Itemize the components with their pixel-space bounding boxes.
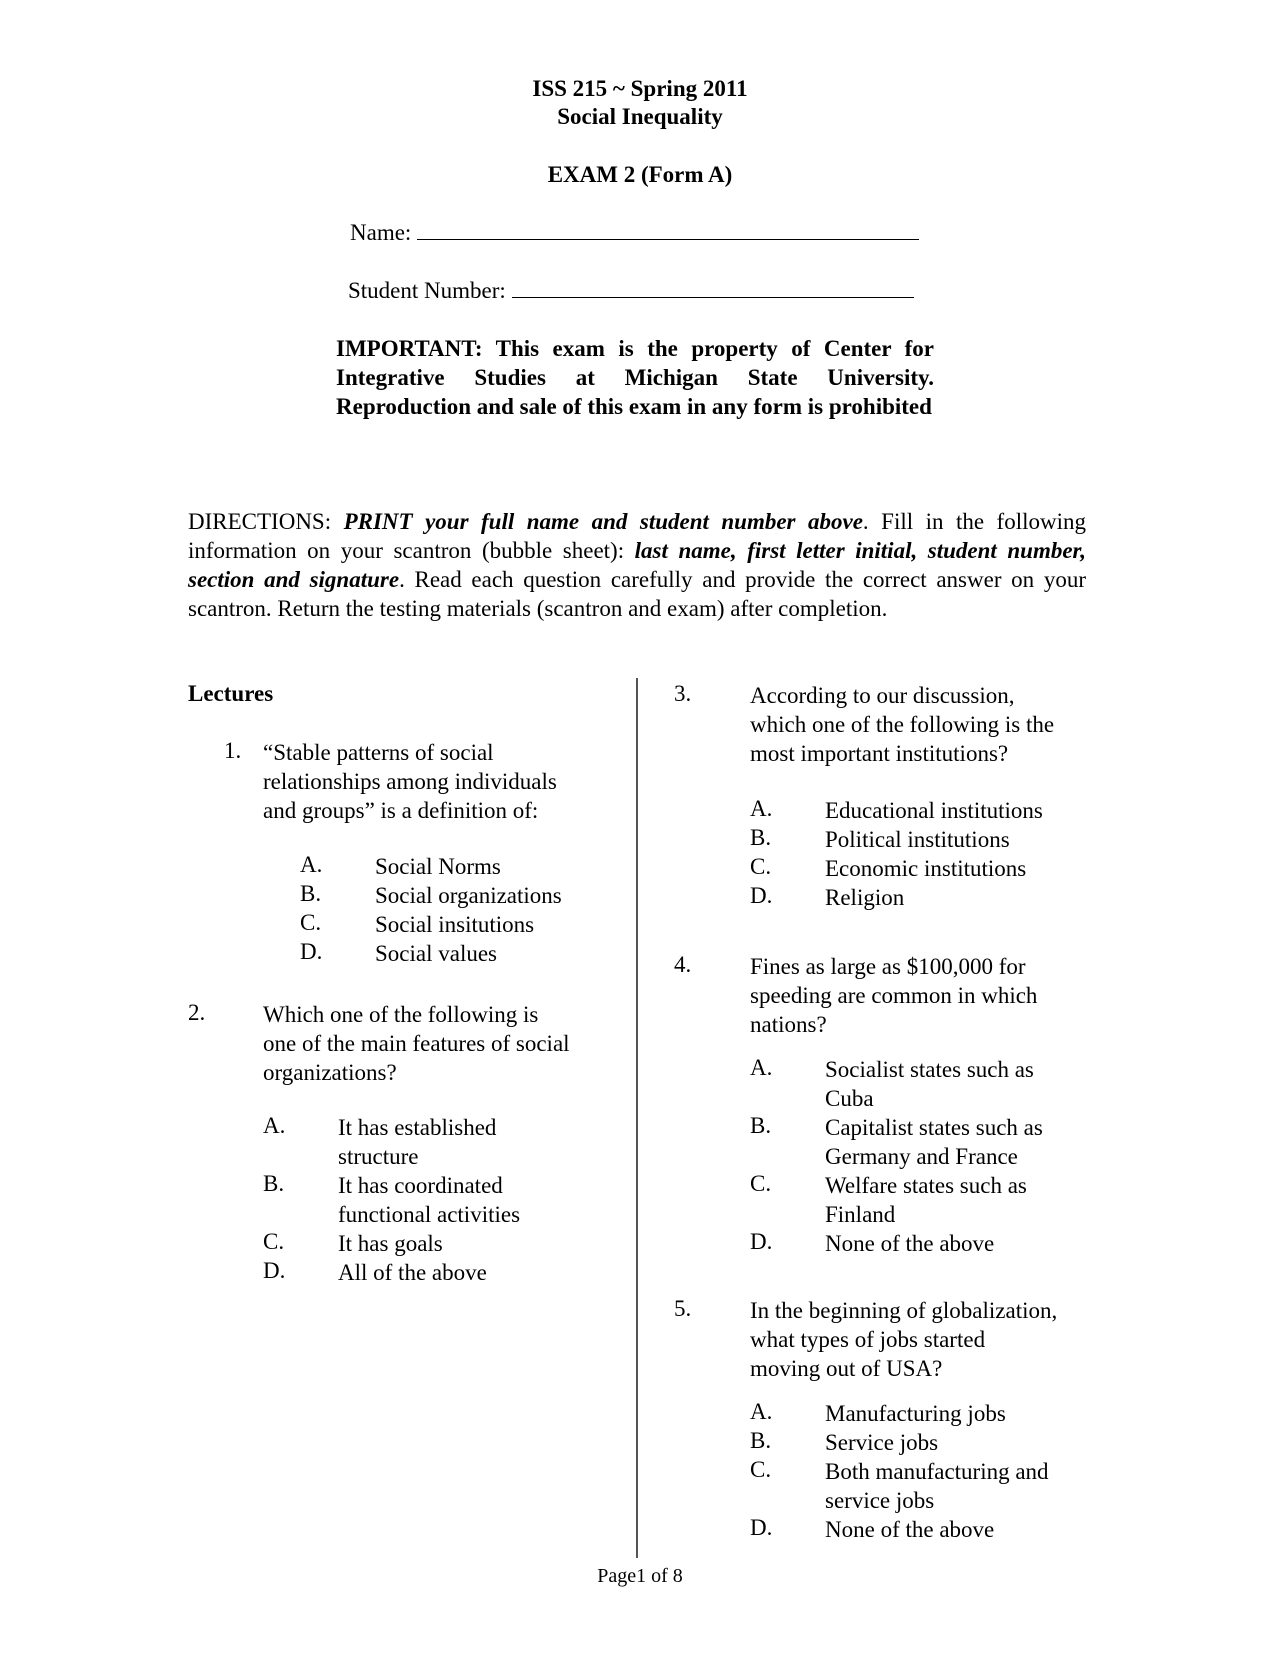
directions-emphasis-fields: last name, first letter initial, student number, section and signature <box>188 538 1086 592</box>
question-5-option-text: service jobs <box>825 1488 935 1513</box>
question-2-option-letter: C. <box>263 1229 285 1254</box>
question-5-option-letter: D. <box>750 1515 773 1540</box>
question-1-option-text: Social organizations <box>375 883 562 908</box>
question-4-text: speeding are common in which <box>750 983 1038 1008</box>
question-4-option-text: Germany and France <box>825 1144 1018 1169</box>
important-notice: IMPORTANT: This exam is the property of Center for Integrative Studies at Michigan State University. Reproduction and sale of this exam in any form is prohibited <box>336 336 934 419</box>
question-5-number: 5. <box>674 1296 692 1321</box>
question-5-option-text: Service jobs <box>825 1430 939 1455</box>
question-4-option-letter: D. <box>750 1229 773 1254</box>
question-5-option-text: Both manufacturing and <box>825 1459 1049 1484</box>
question-5-text: moving out of USA? <box>750 1356 943 1381</box>
exam-title: EXAM 2 (Form A) <box>547 162 733 187</box>
question-4-option-text: Cuba <box>825 1086 874 1111</box>
question-4-option-text: Finland <box>825 1202 896 1227</box>
question-1-text: relationships among individuals <box>263 769 557 794</box>
question-1-text: and groups” is a definition of: <box>263 798 539 823</box>
question-1-text: “Stable patterns of social <box>263 740 494 765</box>
question-3-option-letter: C. <box>750 854 772 879</box>
question-2-text: Which one of the following is <box>263 1002 539 1027</box>
question-2-option-text: functional activities <box>338 1202 521 1227</box>
question-4-option-text: Welfare states such as <box>825 1173 1027 1198</box>
name-blank[interactable] <box>417 221 919 240</box>
question-3-option-text: Economic institutions <box>825 856 1027 881</box>
question-3-option-letter: B. <box>750 825 772 850</box>
question-1-number: 1. <box>224 738 242 763</box>
question-5-option-letter: B. <box>750 1428 772 1453</box>
question-5-text: In the beginning of globalization, <box>750 1298 1058 1323</box>
question-4-option-letter: C. <box>750 1171 772 1196</box>
student-number-label: Student Number: <box>348 278 506 303</box>
directions-emphasis-print: PRINT your full name and student number above <box>343 509 863 534</box>
student-number-blank[interactable] <box>512 279 914 298</box>
question-4-option-text: None of the above <box>825 1231 995 1256</box>
question-2-option-letter: B. <box>263 1171 285 1196</box>
question-1-option-letter: A. <box>300 852 323 877</box>
question-5-text: what types of jobs started <box>750 1327 986 1352</box>
directions <box>188 507 1086 623</box>
directions-text-1: . Fill in the following information on your scantron (bubble sheet): <box>188 509 1086 563</box>
student-number-field[interactable] <box>348 278 914 304</box>
question-2-option-letter: D. <box>263 1258 286 1283</box>
directions-label: DIRECTIONS: <box>188 509 344 534</box>
question-3-number: 3. <box>674 681 692 706</box>
question-3-text: which one of the following is the <box>750 712 1055 737</box>
question-2-option-text: It has goals <box>338 1231 443 1256</box>
name-field[interactable] <box>350 220 919 246</box>
course-title: ISS 215 ~ Spring 2011 <box>532 76 748 101</box>
column-divider <box>636 678 638 1558</box>
question-4-option-letter: B. <box>750 1113 772 1138</box>
course-subtitle: Social Inequality <box>557 104 723 129</box>
question-1-option-text: Social Norms <box>375 854 501 879</box>
question-2-text: organizations? <box>263 1060 397 1085</box>
question-1-option-letter: C. <box>300 910 322 935</box>
question-2-option-text: It has established <box>338 1115 497 1140</box>
question-3-option-letter: A. <box>750 796 773 821</box>
question-3-option-text: Religion <box>825 885 905 910</box>
question-3-option-text: Educational institutions <box>825 798 1043 823</box>
question-2-option-text: structure <box>338 1144 419 1169</box>
question-1-option-text: Social insitutions <box>375 912 535 937</box>
question-4-option-text: Socialist states such as <box>825 1057 1034 1082</box>
question-3-option-text: Political institutions <box>825 827 1010 852</box>
section-title: Lectures <box>188 681 274 706</box>
question-2-option-text: All of the above <box>338 1260 487 1285</box>
question-4-option-text: Capitalist states such as <box>825 1115 1043 1140</box>
page-number: Page1 of 8 <box>597 1565 683 1587</box>
question-2-number: 2. <box>188 1000 206 1025</box>
question-1-option-text: Social values <box>375 941 497 966</box>
question-1-option-letter: D. <box>300 939 323 964</box>
question-3-text: According to our discussion, <box>750 683 1015 708</box>
question-4-option-letter: A. <box>750 1055 773 1080</box>
question-4-text: Fines as large as $100,000 for <box>750 954 1026 979</box>
question-3-option-letter: D. <box>750 883 773 908</box>
question-5-option-text: None of the above <box>825 1517 995 1542</box>
question-3-text: most important institutions? <box>750 741 1009 766</box>
name-label: Name: <box>350 220 412 245</box>
question-2-option-letter: A. <box>263 1113 286 1138</box>
question-5-option-letter: A. <box>750 1399 773 1424</box>
question-1-option-letter: B. <box>300 881 322 906</box>
question-2-option-text: It has coordinated <box>338 1173 503 1198</box>
directions-text-2: . Read each question carefully and provide the correct answer on your scantron. Return the testing materials (scantron and exam) after completion. <box>188 567 1086 621</box>
question-4-text: nations? <box>750 1012 827 1037</box>
question-5-option-letter: C. <box>750 1457 772 1482</box>
question-5-option-text: Manufacturing jobs <box>825 1401 1006 1426</box>
question-4-number: 4. <box>674 952 692 977</box>
question-2-text: one of the main features of social <box>263 1031 570 1056</box>
